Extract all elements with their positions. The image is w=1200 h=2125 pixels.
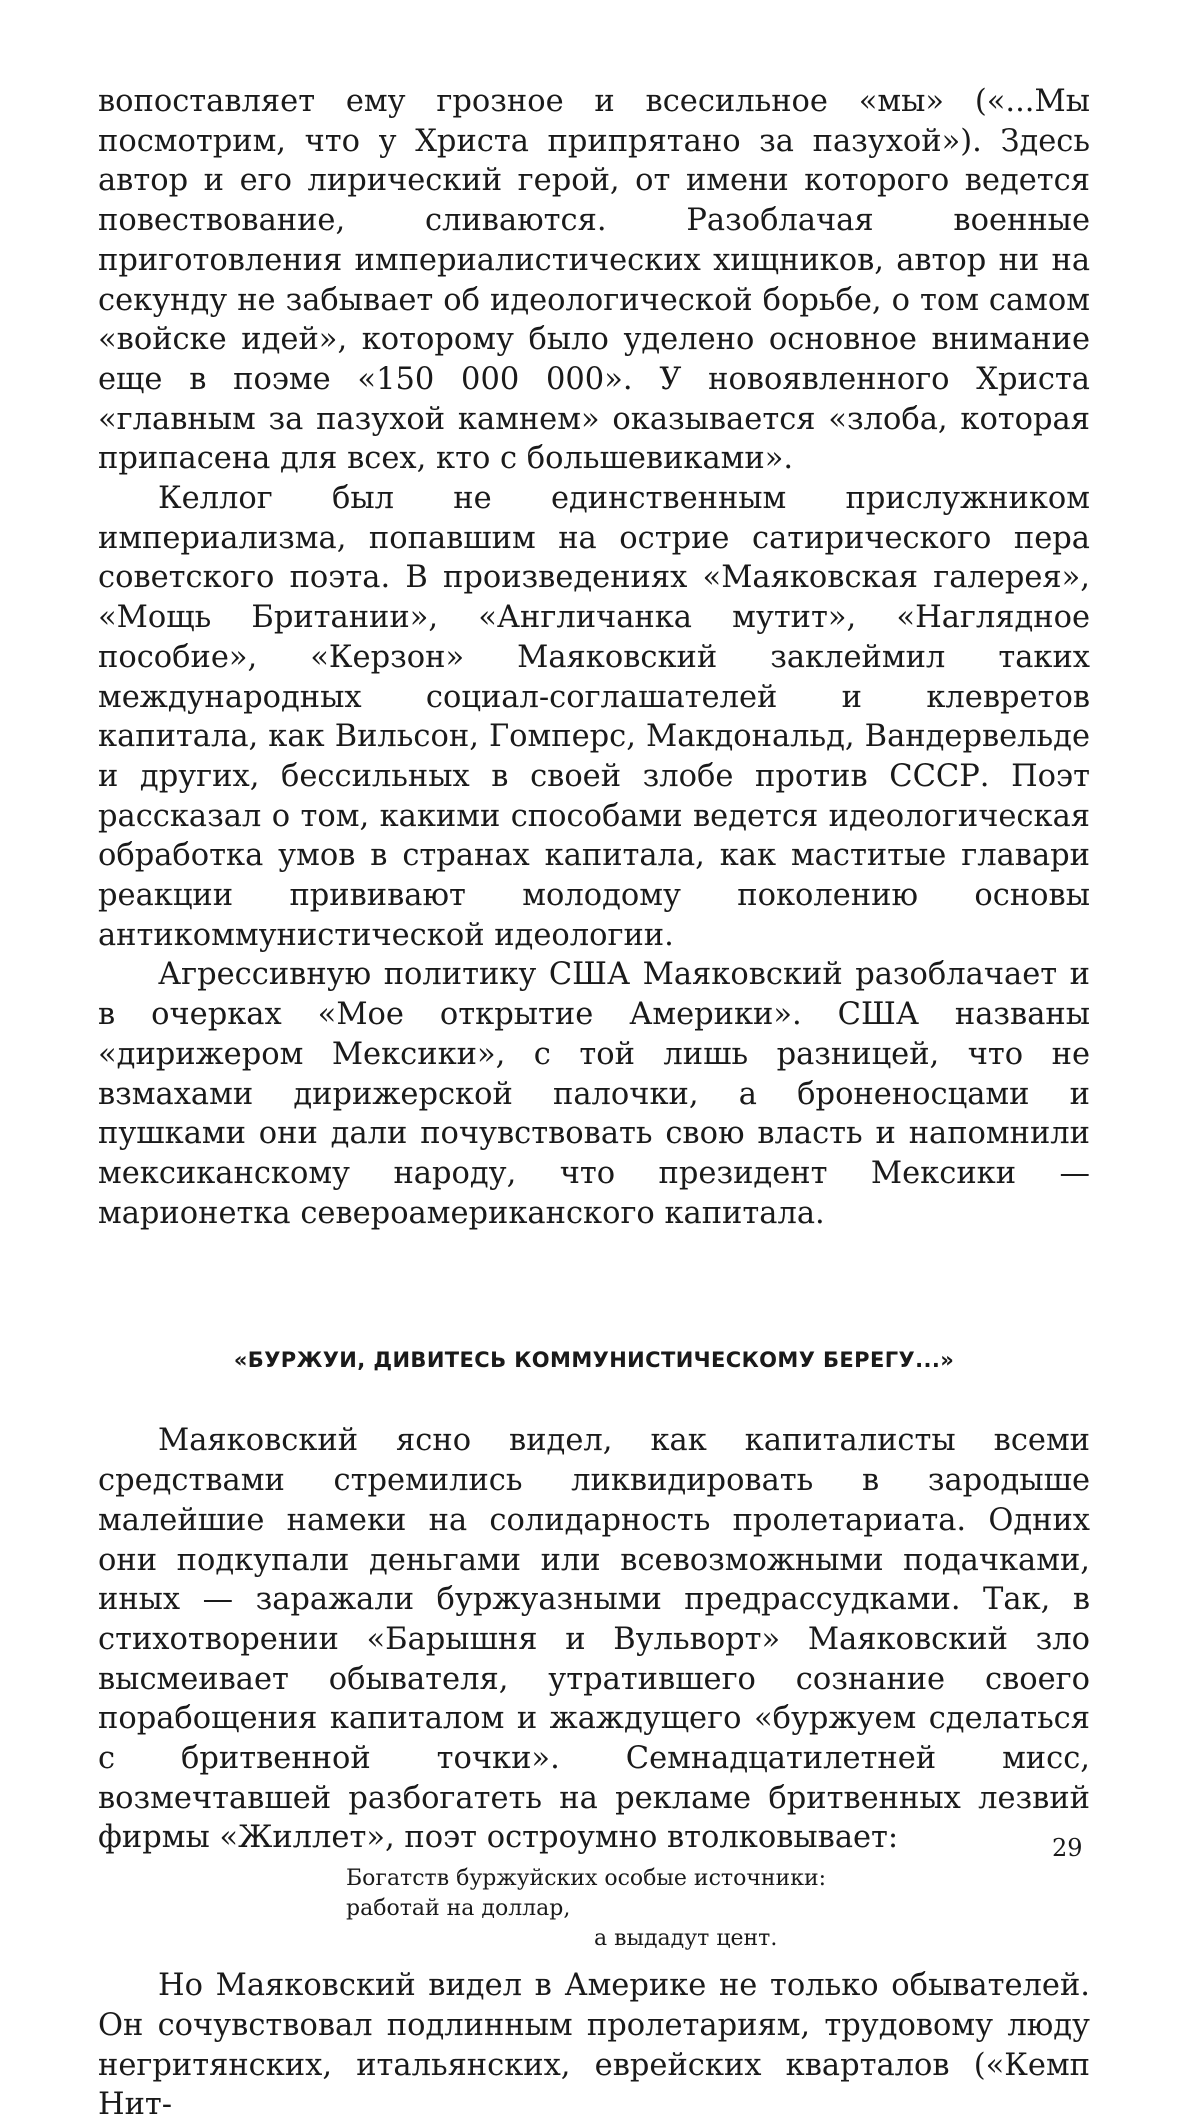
paragraph-5: Но Маяковский видел в Америке не только обывателей. Он сочувствовал подлинным пролетариям, трудовому люду негритянских, итальянских, еврейских кварталов («Кемп Нит- [98,1968,1090,2123]
paragraph-3: Агрессивную политику США Маяковский разоблачает и в очерках «Мое открытие Америки». США названы «дирижером Мексики», с той лишь разницей, что не взмахами дирижерской палочки, а броненосцами и пушками они дали почувствовать свою власть и напомнили мексиканскому народу, что президент Мексики — марионетка североамериканского капитала. [98,957,1090,1231]
verse-quote [346,1864,1090,1954]
verse-line-2: работай на доллар, [346,1896,571,1922]
paragraph-1: вопоставляет ему грозное и всесильное «мы» («...Мы посмотрим, что у Христа припрятано за пазухой»). Здесь автор и его лирический герой, от имени которого ведется повествование, сливаются. Разоблачая военные приготовления империалистических хищников, автор ни на секунду не забывает об идеологической борьбе, о том самом «войске идей», которому было уделено основное внимание еще в поэме «150 000 000». У новоявленного Христа «главным за пазухой камнем» оказывается «злоба, которая припасена для всех, кто с большевиками». [98,84,1090,477]
section-heading: «БУРЖУИ, ДИВИТЕСЬ КОММУНИСТИЧЕСКОМУ БЕРЕГУ...» [233,1348,955,1373]
verse-line-3: а выдадут цент. [594,1926,778,1952]
verse-line-1: Богатств буржуйских особые источники: [346,1866,827,1892]
paragraph-2: Келлог был не единственным прислужником империализма, попавшим на острие сатирического пера советского поэта. В произведениях «Маяковская галерея», «Мощь Британии», «Англичанка мутит», «Наглядное пособие», «Керзон» Маяковский заклеймил таких международных социал-соглашателей и клевретов капитала, как Вильсон, Гомперс, Макдональд, Вандервельде и других, бессильных в своей злобе против СССР. Поэт рассказал о том, какими способами ведется идеологическая обработка умов в странах капитала, как маститые главари реакции прививают молодому поколению основы антикоммунистической идеологии. [98,481,1090,953]
paragraph-4: Маяковский ясно видел, как капиталисты всеми средствами стремились ликвидировать в зародыше малейшие намеки на солидарность пролетариата. Одних они подкупали деньгами или всевозможными подачками, иных — заражали буржуазными предрассудками. Так, в стихотворении «Барышня и Вульворт» Маяковский зло высмеивает обывателя, утратившего сознание своего порабощения капиталом и жаждущего «буржуем сделаться с бритвенной точки». Семнадцатилетней мисс, возмечтавшей разбогатеть на рекламе бритвенных лезвий фирмы «Жиллет», поэт остроумно втолковывает: [98,1423,1090,1856]
book-page [98,82,1090,2125]
page-number: 29 [1052,1834,1083,1862]
